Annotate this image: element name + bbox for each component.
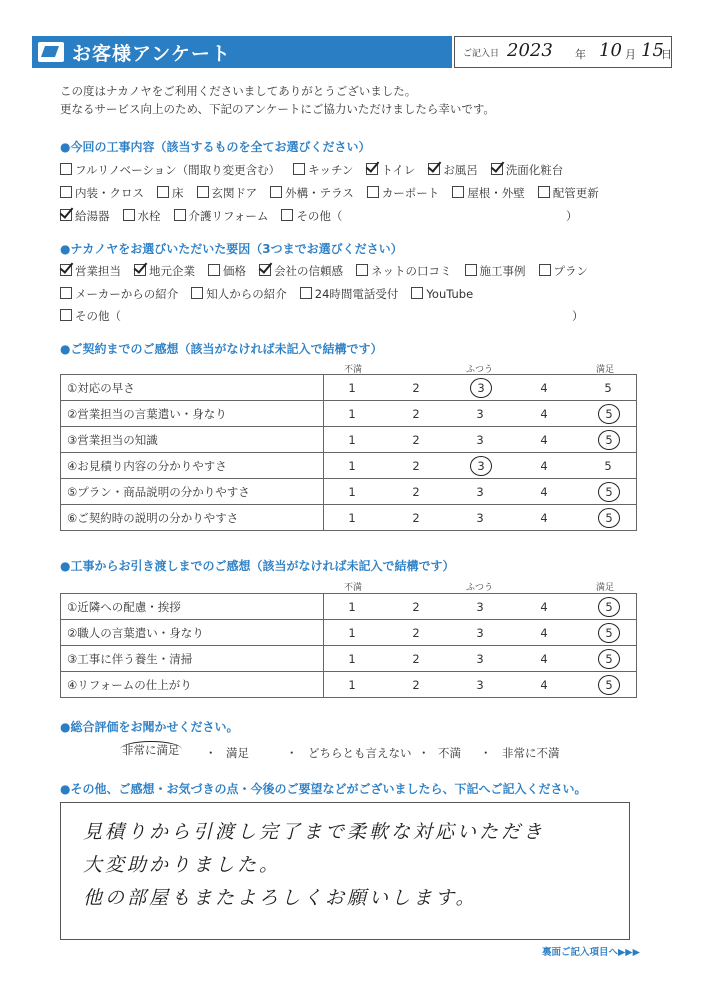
rating-item-label: ④お見積り内容の分かりやすさ (61, 453, 324, 479)
scale-mid-label: ふつう (466, 583, 494, 593)
rating-item-label: ③営業担当の知識 (61, 427, 324, 453)
rating-scale (324, 427, 637, 453)
checkbox-icon[interactable] (208, 264, 220, 276)
rating-option[interactable]: 3 (476, 433, 484, 447)
checkbox-label: その他（ (296, 209, 343, 223)
date-day-value: 15 (641, 40, 664, 61)
q2-row-2 (60, 286, 486, 302)
page-title: お客様アンケート (72, 43, 231, 65)
q3-rating-table (60, 374, 637, 531)
checkbox-icon[interactable] (123, 209, 135, 221)
selected-rating-option[interactable]: 5 (598, 404, 620, 424)
rating-option[interactable]: 1 (348, 600, 356, 614)
rating-row (61, 401, 637, 427)
rating-scale (324, 620, 637, 646)
rating-option[interactable]: 4 (540, 626, 548, 640)
rating-option[interactable]: 4 (540, 459, 548, 473)
checkbox-option[interactable] (270, 185, 354, 201)
rating-scale (324, 646, 637, 672)
rating-row (61, 620, 637, 646)
checked-box-icon[interactable] (60, 209, 72, 221)
rating-option[interactable]: 1 (348, 485, 356, 499)
selected-rating-option[interactable]: 5 (598, 430, 620, 450)
rating-option[interactable]: 2 (412, 381, 420, 395)
rating-row (61, 453, 637, 479)
checkbox-label: 玄関ドア (211, 186, 258, 200)
checkbox-label: 会社の信頼感 (274, 264, 343, 278)
rating-row (61, 427, 637, 453)
checkbox-icon[interactable] (174, 209, 186, 221)
checkbox-option[interactable] (191, 286, 287, 302)
back-side-link[interactable]: 裏面ご記入項目へ▶▶▶ (542, 947, 640, 958)
checkbox-label: カーポート (381, 186, 440, 200)
checkbox-icon[interactable] (60, 186, 72, 198)
checkbox-icon[interactable] (191, 287, 203, 299)
rating-scale (324, 672, 637, 698)
checkbox-option[interactable] (60, 185, 144, 201)
checkbox-option[interactable] (60, 208, 110, 224)
rating-scale (324, 479, 637, 505)
checkbox-label: 知人からの紹介 (206, 287, 287, 301)
rating-option[interactable]: 1 (348, 407, 356, 421)
checkbox-icon[interactable] (411, 287, 423, 299)
q4-title: ●工事からお引き渡しまでのご感想（該当がなければ未記入で結構です） (60, 559, 455, 573)
checkbox-label: トイレ (381, 163, 416, 177)
q4-rating-table (60, 593, 637, 698)
rating-item-label: ⑤プラン・商品説明の分かりやすさ (61, 479, 324, 505)
rating-option[interactable]: 2 (412, 511, 420, 525)
comment-line: 大変助かりました。 (83, 854, 282, 876)
checked-box-icon[interactable] (60, 264, 72, 276)
checkbox-icon[interactable] (270, 186, 282, 198)
rating-option[interactable]: 2 (412, 678, 420, 692)
year-unit: 年 (575, 48, 586, 61)
checkbox-option[interactable] (60, 263, 121, 279)
selected-rating-option[interactable]: 5 (598, 649, 620, 669)
rating-item-label: ①近隣への配慮・挨拶 (61, 594, 324, 620)
overall-option[interactable]: 満足 (226, 746, 249, 760)
rating-option[interactable]: 1 (348, 459, 356, 473)
rating-option[interactable]: 4 (540, 652, 548, 666)
checked-box-icon[interactable] (134, 264, 146, 276)
scale-low-label: 不満 (344, 365, 363, 375)
checkbox-label: 水栓 (137, 209, 161, 223)
checkbox-label: 洗面化粧台 (505, 163, 564, 177)
checked-box-icon[interactable] (259, 264, 271, 276)
rating-item-label: ②営業担当の言葉遣い・身なり (61, 401, 324, 427)
checkbox-icon[interactable] (60, 309, 72, 321)
checkbox-option[interactable] (300, 286, 399, 302)
q2-row-1 (60, 263, 601, 279)
checkbox-icon[interactable] (60, 163, 72, 175)
selected-rating-option[interactable]: 3 (470, 456, 492, 476)
q2-title: ●ナカノヤをお選びいただいた要因（3つまでお選びください） (60, 242, 403, 256)
checkbox-option[interactable] (197, 185, 258, 201)
rating-scale (324, 505, 637, 531)
rating-option[interactable]: 4 (540, 511, 548, 525)
checkbox-option[interactable] (411, 287, 473, 301)
comment-line: 他の部屋もまたよろしくお願いします。 (83, 887, 478, 909)
selected-rating-option[interactable]: 5 (598, 623, 620, 643)
checkbox-icon[interactable] (539, 264, 551, 276)
q1-row-3 (60, 208, 355, 224)
scale-high-label: 満足 (596, 583, 615, 593)
rating-option[interactable]: 1 (348, 511, 356, 525)
checkbox-icon[interactable] (293, 163, 305, 175)
selected-rating-option[interactable]: 5 (598, 508, 620, 528)
rating-option[interactable]: 3 (476, 678, 484, 692)
checkbox-icon[interactable] (300, 287, 312, 299)
checkbox-label: キッチン (308, 163, 354, 177)
q1-close-paren: ） (566, 209, 578, 223)
checkbox-label: 屋根・外壁 (467, 186, 525, 200)
rating-scale (324, 375, 637, 401)
rating-row (61, 646, 637, 672)
rating-option[interactable]: 2 (412, 407, 420, 421)
checked-box-icon[interactable] (428, 163, 440, 175)
q1-title: ●今回の工事内容（該当するものを全てお選びください） (60, 140, 371, 154)
rating-item-label: ④リフォームの仕上がり (61, 672, 324, 698)
scale-mid-label: ふつう (466, 365, 494, 375)
checkbox-label: 介護リフォーム (188, 209, 269, 223)
q1-row-1 (60, 162, 576, 178)
checkbox-label: 外構・テラス (285, 186, 354, 200)
checkbox-label: 内装・クロス (75, 186, 144, 200)
rating-option[interactable]: 3 (476, 511, 484, 525)
rating-option[interactable]: 3 (476, 600, 484, 614)
rating-option[interactable]: 4 (540, 433, 548, 447)
checkbox-option[interactable] (208, 263, 246, 279)
scale-low-label: 不満 (344, 583, 363, 593)
checkbox-option[interactable] (60, 308, 121, 324)
rating-item-label: ③工事に伴う養生・清掃 (61, 646, 324, 672)
checkbox-icon[interactable] (356, 264, 368, 276)
checkbox-label: ネットの口コミ (371, 264, 452, 278)
checkbox-icon[interactable] (538, 186, 550, 198)
separator-dot: ・ (480, 746, 492, 760)
rating-scale (324, 453, 637, 479)
comment-box[interactable] (60, 802, 630, 940)
date-field[interactable] (454, 36, 672, 68)
rating-option[interactable]: 2 (412, 485, 420, 499)
checkbox-option[interactable] (281, 208, 342, 224)
checkbox-option[interactable] (60, 286, 178, 302)
checkbox-option[interactable] (491, 162, 564, 178)
checkbox-icon[interactable] (157, 186, 169, 198)
checkbox-option[interactable] (259, 263, 343, 279)
q2-close-paren: ） (572, 309, 584, 323)
rating-option[interactable]: 1 (348, 626, 356, 640)
checkbox-label: 24時間電話受付 (314, 287, 399, 301)
separator-dot: ・ (286, 746, 298, 760)
checkbox-option[interactable] (174, 208, 269, 224)
rating-option[interactable]: 5 (604, 459, 612, 473)
rating-row (61, 505, 637, 531)
rating-row (61, 375, 637, 401)
rating-option[interactable]: 2 (412, 433, 420, 447)
q2-row-3 (60, 308, 134, 324)
day-unit: 日 (661, 48, 672, 61)
rating-scale (324, 594, 637, 620)
overall-option[interactable]: 不満 (438, 746, 461, 760)
checkbox-option[interactable] (538, 185, 599, 201)
comment-line: 見積りから引渡し完了まで柔軟な対応いただき (83, 821, 546, 843)
rating-row (61, 672, 637, 698)
rating-item-label: ⑥ご契約時の説明の分かりやすさ (61, 505, 324, 531)
checkbox-option[interactable] (134, 263, 195, 279)
checkbox-label: その他（ (75, 309, 121, 323)
checkbox-label: プラン (553, 264, 588, 278)
checkbox-option[interactable] (356, 263, 452, 279)
rating-option[interactable]: 2 (412, 652, 420, 666)
date-label: ご記入日 (463, 49, 500, 59)
q3-title: ●ご契約までのご感想（該当がなければ未記入で結構です） (60, 342, 383, 356)
rating-option[interactable]: 1 (348, 433, 356, 447)
checkbox-icon[interactable] (60, 287, 72, 299)
checkbox-option[interactable] (428, 162, 478, 178)
checkbox-icon[interactable] (197, 186, 209, 198)
checkbox-label: お風呂 (443, 163, 478, 177)
checkbox-label: メーカーからの紹介 (75, 287, 179, 301)
checkbox-option[interactable] (60, 162, 280, 178)
nakanoya-logo-icon (38, 42, 64, 62)
selected-rating-option[interactable]: 5 (598, 482, 620, 502)
q5-title: ●総合評価をお聞かせください。 (60, 720, 239, 734)
separator-dot: ・ (418, 746, 430, 760)
q6-title: ●その他、ご感想・お気づきの点・今後のご要望などがございましたら、下記へご記入ください。 (60, 782, 587, 796)
rating-option[interactable]: 3 (476, 485, 484, 499)
intro-line: この度はナカノヤをご利用くださいましてありがとうございました。 (60, 84, 417, 98)
checkbox-option[interactable] (366, 162, 415, 178)
date-month-value: 10 (599, 40, 622, 61)
checkbox-label: フルリノベーション（間取り変更含む） (75, 163, 281, 177)
checkbox-icon[interactable] (281, 209, 293, 221)
rating-option[interactable]: 3 (476, 407, 484, 421)
separator-dot: ・ (205, 746, 217, 760)
selected-rating-option[interactable]: 3 (470, 378, 492, 398)
rating-option[interactable]: 1 (348, 652, 356, 666)
rating-item-label: ②職人の言葉遣い・身なり (61, 620, 324, 646)
checkbox-option[interactable] (157, 185, 184, 201)
checkbox-option[interactable] (293, 162, 353, 178)
rating-row (61, 479, 637, 505)
checked-box-icon[interactable] (366, 163, 378, 175)
rating-option[interactable]: 4 (540, 600, 548, 614)
checkbox-label: 地元企業 (149, 264, 195, 278)
rating-option[interactable]: 4 (540, 485, 548, 499)
rating-option[interactable]: 2 (412, 626, 420, 640)
overall-option-selected[interactable]: 非常に満足 (122, 743, 180, 757)
checkbox-label: 施工事例 (479, 264, 526, 278)
checkbox-option[interactable] (539, 263, 589, 279)
checkbox-label: 床 (172, 186, 184, 200)
rating-option[interactable]: 4 (540, 678, 548, 692)
checkbox-icon[interactable] (367, 186, 379, 198)
overall-option[interactable]: 非常に不満 (502, 746, 560, 760)
checkbox-label: YouTube (426, 287, 474, 301)
selected-rating-option[interactable]: 5 (598, 597, 620, 617)
checkbox-option[interactable] (465, 263, 526, 279)
checkbox-option[interactable] (452, 185, 525, 201)
rating-option[interactable]: 1 (348, 678, 356, 692)
rating-option[interactable]: 2 (412, 600, 420, 614)
rating-scale (324, 401, 637, 427)
q1-row-2 (60, 185, 612, 201)
intro-line: 更なるサービス向上のため、下記のアンケートにご協力いただけましたら幸いです。 (60, 102, 495, 116)
month-unit: 月 (625, 48, 636, 61)
rating-option[interactable]: 2 (412, 459, 420, 473)
rating-option[interactable]: 4 (540, 407, 548, 421)
rating-option[interactable]: 5 (604, 381, 612, 395)
rating-option[interactable]: 3 (476, 652, 484, 666)
rating-option[interactable]: 1 (348, 381, 356, 395)
checkbox-label: 配管更新 (552, 186, 599, 200)
rating-option[interactable]: 3 (476, 626, 484, 640)
rating-row (61, 594, 637, 620)
title-bar (32, 36, 452, 68)
checkbox-option[interactable] (123, 208, 161, 224)
header (32, 36, 672, 68)
checkbox-label: 営業担当 (75, 264, 121, 278)
date-year-value: 2023 (507, 40, 553, 61)
checkbox-icon[interactable] (465, 264, 477, 276)
checkbox-option[interactable] (367, 185, 440, 201)
intro-text (60, 82, 495, 118)
rating-item-label: ①対応の早さ (61, 375, 324, 401)
checkbox-label: 給湯器 (75, 209, 110, 223)
overall-option[interactable]: どちらとも言えない (308, 746, 412, 760)
scale-high-label: 満足 (596, 365, 615, 375)
checkbox-label: 価格 (223, 264, 246, 278)
checked-box-icon[interactable] (491, 163, 503, 175)
selected-rating-option[interactable]: 5 (598, 675, 620, 695)
checkbox-icon[interactable] (452, 186, 464, 198)
rating-option[interactable]: 4 (540, 381, 548, 395)
